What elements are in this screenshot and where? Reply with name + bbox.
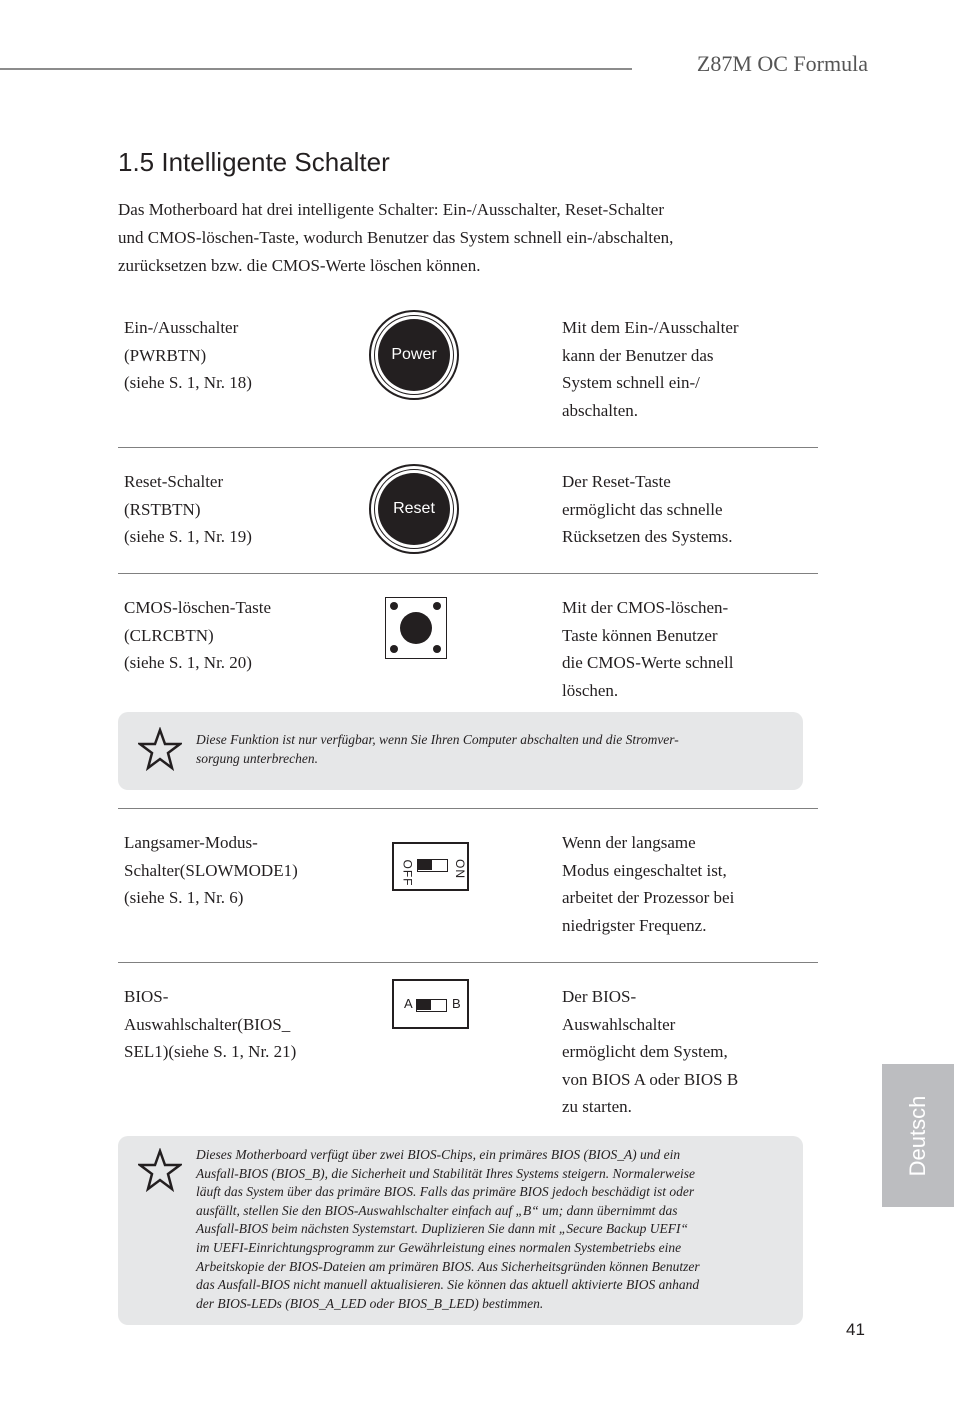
name-line: Langsamer-Modus- [124, 833, 258, 852]
row-divider [118, 573, 818, 574]
note-line: Diese Funktion ist nur verfügbar, wenn Sie Ihren Computer abschalten und die Stromver- [196, 732, 679, 747]
reset-button-label: Reset [378, 473, 450, 545]
name-line: Ein-/Ausschalter [124, 318, 239, 337]
note-text [196, 731, 679, 768]
note-line: sorgung unterbrechen. [196, 750, 318, 766]
switch-off-label: OFF [400, 859, 415, 887]
name-line: (RSTBTN) [124, 499, 201, 519]
header-title: Z87M OC Formula [696, 51, 868, 76]
row-divider [118, 447, 818, 448]
switch-a-label: A [404, 996, 413, 1011]
desc-line: zu starten. [562, 1097, 632, 1116]
cmos-button-name [124, 594, 344, 677]
intro-line: zurücksetzen bzw. die CMOS-Werte löschen können. [118, 256, 481, 275]
note-line: läuft das System über das primäre BIOS. Falls das primäre BIOS jedoch beschädigt ist oder [196, 1184, 695, 1200]
name-line: Reset-Schalter [124, 472, 224, 491]
desc-line: Rücksetzen des Systems. [562, 527, 733, 546]
note-line: der BIOS-LEDs (BIOS_A_LED oder BIOS_B_LED) bestimmen. [196, 1295, 544, 1311]
slowmode-switch-description [562, 829, 782, 939]
row-divider [118, 808, 818, 809]
power-switch-description [562, 314, 782, 424]
clear-cmos-button-icon [385, 597, 447, 659]
switch-on-label: ON [453, 859, 467, 879]
name-line: (CLRCBTN) [124, 625, 214, 645]
name-line: (siehe S. 1, Nr. 19) [124, 527, 252, 546]
note-line: Ausfall-BIOS beim nächsten Systemstart. Duplizieren Sie dann mit „Secure Backup UEFI“ [196, 1221, 689, 1237]
power-button-label: Power [378, 319, 450, 391]
note-line: ausfällt, stellen Sie den BIOS-Auswahlschalter einfach auf „B“ um; dann übernimmt das [196, 1202, 678, 1218]
star-icon [138, 1148, 182, 1192]
bios-switch-name [124, 983, 344, 1066]
reset-button-icon [369, 464, 459, 554]
name-line: Auswahlschalter(BIOS_ [124, 1014, 291, 1034]
name-line: CMOS-löschen-Taste [124, 598, 272, 617]
desc-line: die CMOS-Werte schnell [562, 653, 734, 672]
desc-line: ermöglicht das schnelle [562, 499, 723, 519]
note-line: Ausfall-BIOS (BIOS_B), die Sicherheit und Stabilität Ihres Systems steigern. Normalerweise [196, 1165, 696, 1181]
note-box [118, 1136, 803, 1325]
power-switch-name [124, 314, 344, 397]
section-title: 1.5 Intelligente Schalter [118, 147, 390, 177]
header-rule [0, 68, 632, 70]
desc-line: ermöglicht dem System, [562, 1042, 728, 1061]
name-line: Schalter(SLOWMODE1) [124, 860, 298, 880]
desc-line: abschalten. [562, 400, 638, 420]
row-divider [118, 962, 818, 963]
slowmode-switch-icon [392, 842, 469, 891]
language-side-tab [882, 1064, 954, 1207]
desc-line: Modus eingeschaltet ist, [562, 860, 727, 880]
desc-line: arbeitet der Prozessor bei [562, 888, 735, 907]
note-text [196, 1146, 700, 1313]
note-line: Arbeitskopie der BIOS-Dateien am primären BIOS. Aus Sicherheitsgründen können Benutzer [196, 1258, 700, 1274]
desc-line: Wenn der langsame [562, 833, 696, 852]
power-button-icon [369, 310, 459, 400]
switch-slider [417, 859, 448, 872]
name-line: (PWRBTN) [124, 345, 207, 365]
reset-switch-description [562, 468, 782, 551]
name-line: BIOS- [124, 987, 169, 1006]
desc-line: von BIOS A oder BIOS B [562, 1069, 739, 1089]
name-line: SEL1)(siehe S. 1, Nr. 21) [124, 1042, 297, 1061]
page-number: 41 [846, 1320, 865, 1339]
desc-line: niedrigster Frequenz. [562, 915, 707, 935]
name-line: (siehe S. 1, Nr. 18) [124, 373, 252, 392]
bios-switch-description [562, 983, 782, 1121]
desc-line: Auswahlschalter [562, 1014, 676, 1034]
desc-line: Mit dem Ein-/Ausschalter [562, 318, 739, 337]
desc-line: kann der Benutzer das [562, 345, 714, 365]
note-line: im UEFI-Einrichtungsprogramm zur Gewährleistung eines normalen Systembetriebs eine [196, 1239, 682, 1255]
bios-select-switch-icon [392, 979, 469, 1029]
note-box [118, 712, 803, 790]
desc-line: Der Reset-Taste [562, 472, 671, 491]
desc-line: Der BIOS- [562, 987, 637, 1006]
star-icon [138, 727, 182, 771]
reset-switch-name [124, 468, 344, 551]
switch-b-label: B [452, 996, 461, 1011]
side-tab-label: Deutsch [905, 1095, 930, 1176]
desc-line: Mit der CMOS-löschen- [562, 598, 729, 617]
desc-line: System schnell ein-/ [562, 373, 700, 392]
cmos-button-description [562, 594, 782, 704]
slowmode-switch-name [124, 829, 344, 912]
name-line: (siehe S. 1, Nr. 20) [124, 653, 252, 672]
desc-line: Taste können Benutzer [562, 625, 718, 645]
name-line: (siehe S. 1, Nr. 6) [124, 888, 244, 907]
note-line: Dieses Motherboard verfügt über zwei BIOS-Chips, ein primäres BIOS (BIOS_A) und ein [196, 1147, 681, 1162]
desc-line: löschen. [562, 680, 619, 700]
intro-line: und CMOS-löschen-Taste, wodurch Benutzer das System schnell ein-/abschalten, [118, 228, 674, 247]
intro-line: Das Motherboard hat drei intelligente Schalter: Ein-/Ausschalter, Reset-Schalter [118, 200, 664, 219]
intro-paragraph [118, 196, 758, 280]
switch-slider [416, 999, 447, 1012]
note-line: das Ausfall-BIOS nicht manuell aktualisieren. Sie können das aktuell aktivierte BIOS anhand [196, 1277, 700, 1293]
